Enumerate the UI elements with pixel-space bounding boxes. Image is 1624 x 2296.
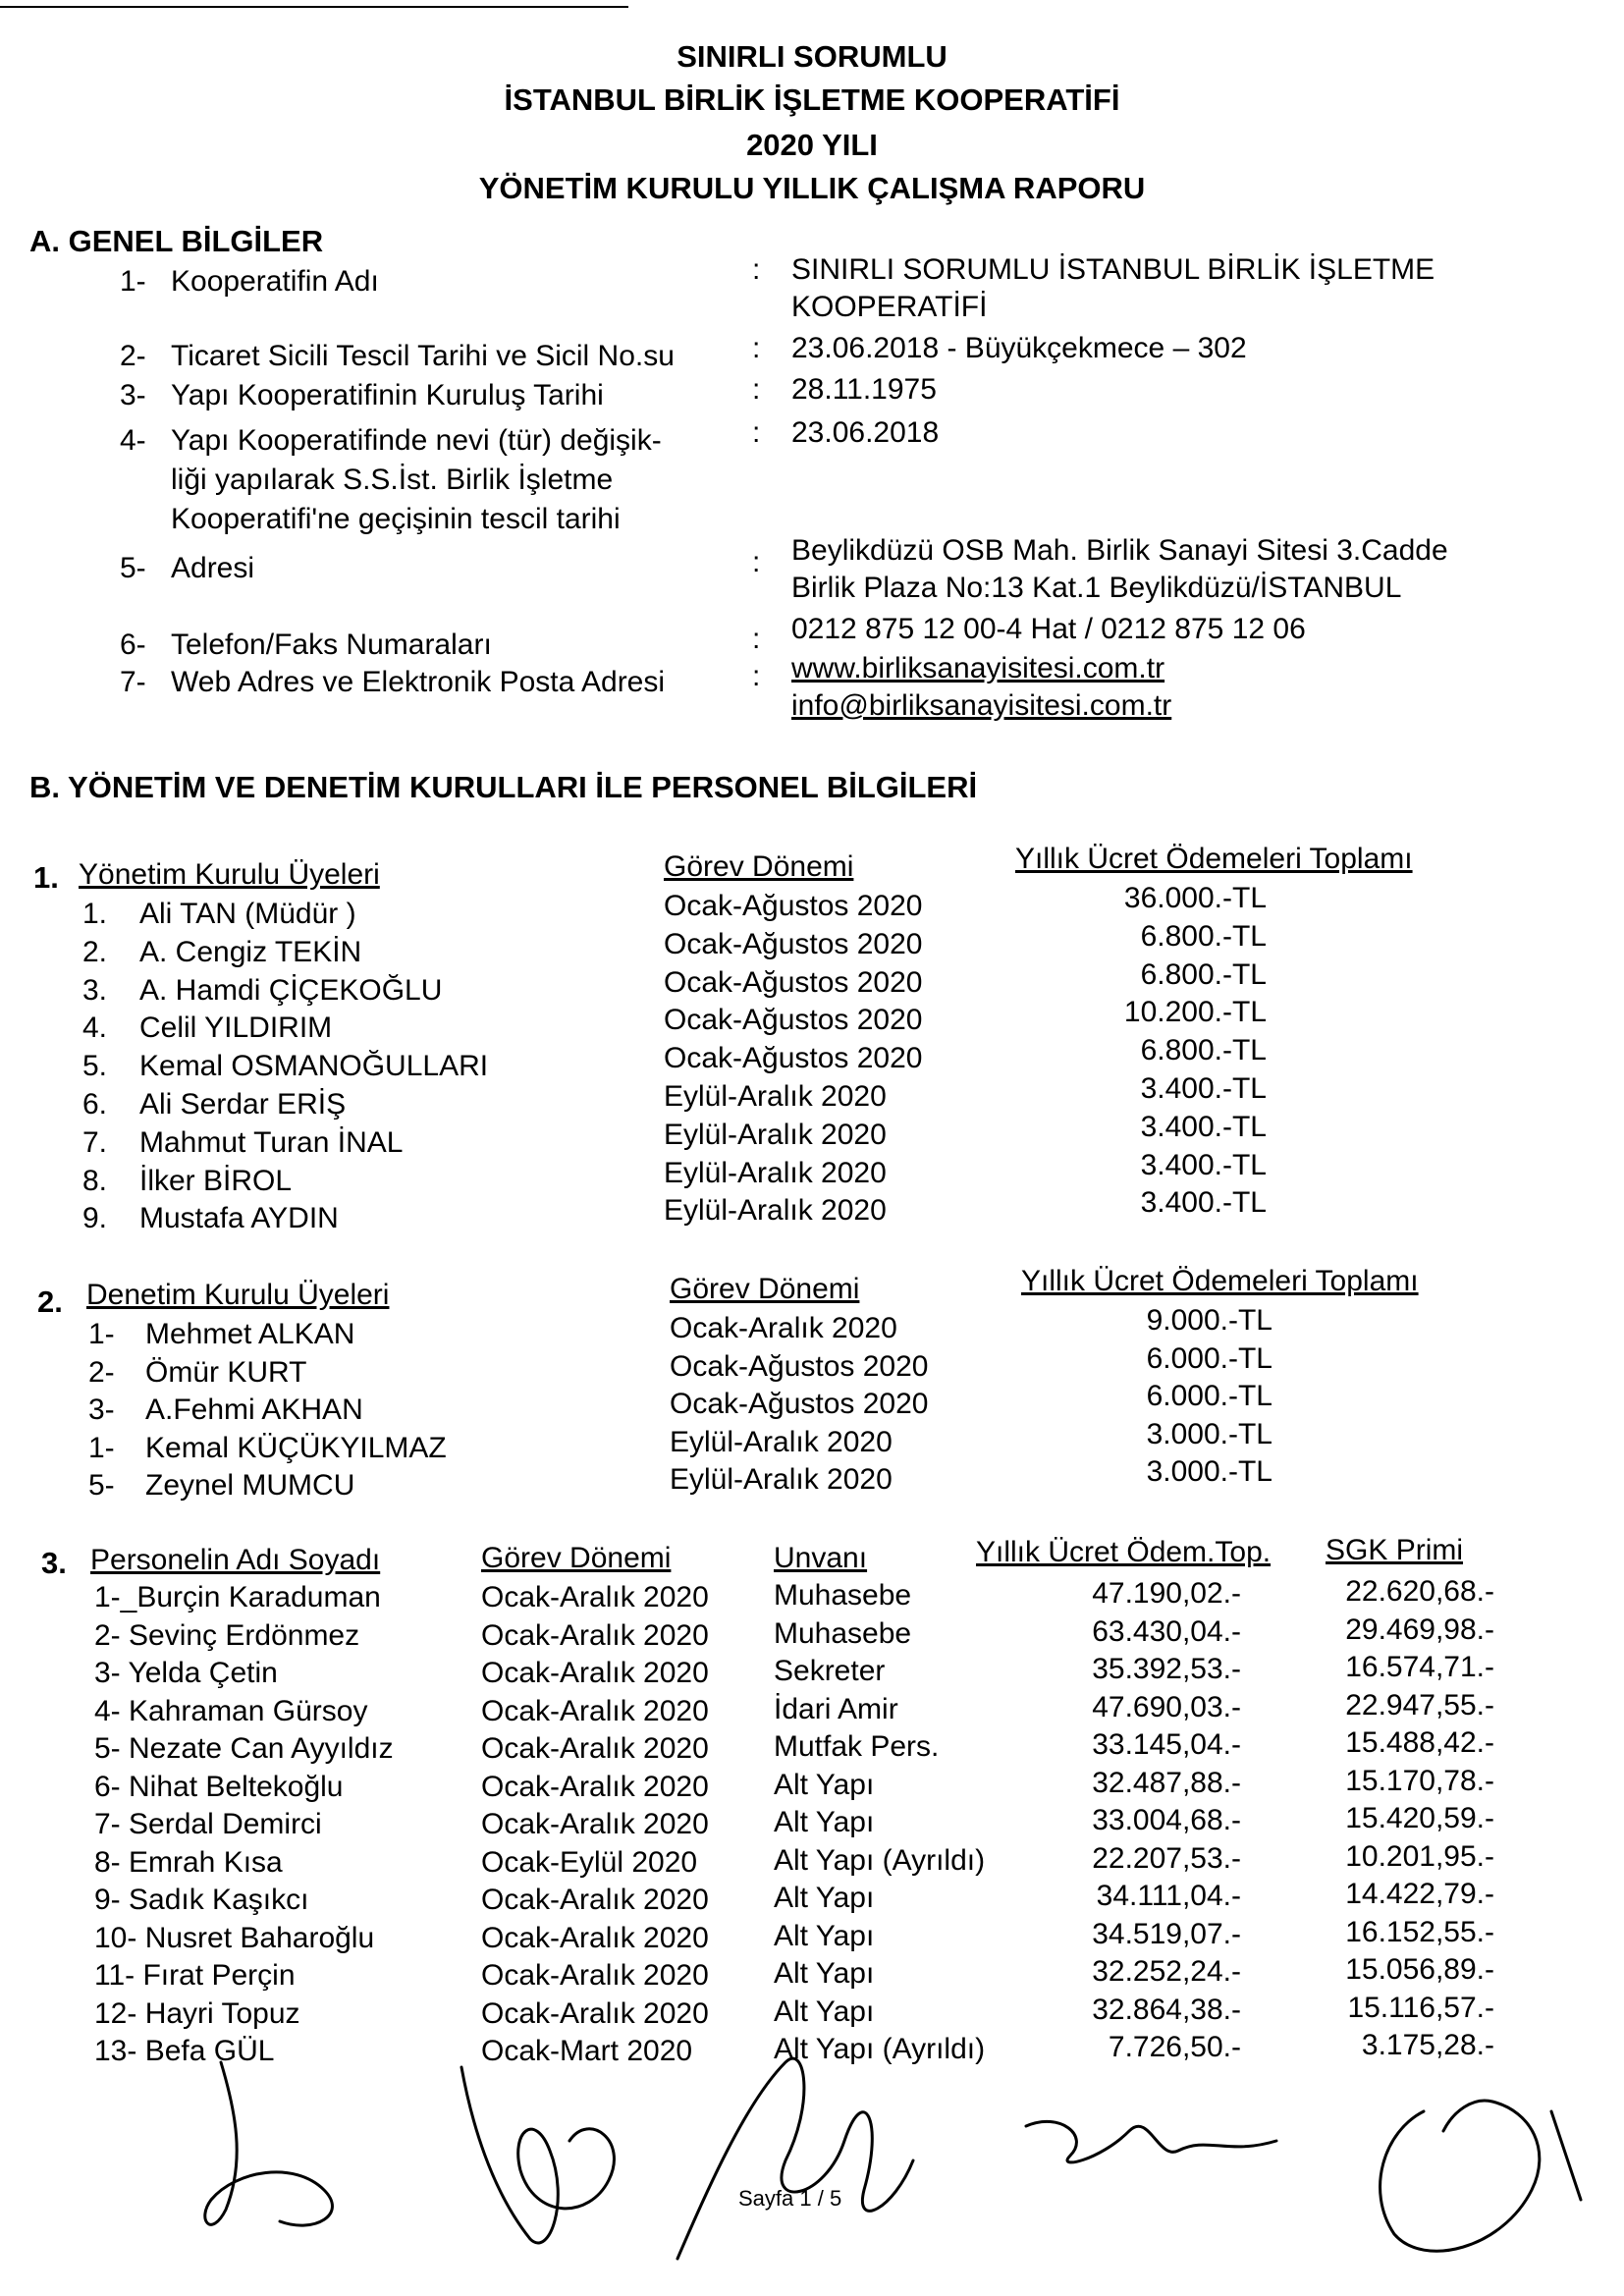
member-period: Eylül-Aralık 2020 [664, 1119, 887, 1151]
staff-sgk: 15.056,89.- [1345, 1953, 1494, 1986]
staff-title: Alt Yapı [774, 1806, 875, 1838]
staff-header-name: Personelin Adı Soyadı [90, 1544, 381, 1576]
row-number: 1- [88, 1432, 115, 1464]
member-pay: 3.000.-TL [1146, 1455, 1272, 1488]
member-period: Ocak-Ağustos 2020 [664, 1004, 923, 1036]
row-number: 5- [88, 1469, 115, 1502]
staff-title: Sekreter [774, 1655, 886, 1687]
signature-5 [1380, 2101, 1540, 2251]
staff-name: 3- Yelda Çetin [94, 1657, 278, 1689]
staff-period: Ocak-Aralık 2020 [481, 1922, 709, 1954]
staff-pay: 32.487,88.- [1092, 1767, 1241, 1799]
staff-sgk: 10.201,95.- [1345, 1840, 1494, 1873]
item-separator: : [752, 546, 761, 578]
staff-name: 9- Sadık Kaşıkcı [94, 1884, 309, 1916]
audit-header-pay: Yıllık Ücret Ödemeleri Toplamı [1021, 1265, 1419, 1297]
signature-4 [1026, 2121, 1276, 2161]
signature-3 [677, 2058, 913, 2259]
member-pay: 3.000.-TL [1146, 1418, 1272, 1450]
item-separator: : [752, 332, 761, 364]
staff-name: 12- Hayri Topuz [94, 1997, 300, 2030]
row-number: 1. [82, 898, 108, 930]
member-name: Kemal KÜÇÜKYILMAZ [145, 1432, 447, 1464]
staff-pay: 34.111,04.- [1096, 1880, 1241, 1912]
member-period: Ocak-Aralık 2020 [670, 1312, 897, 1344]
member-pay: 3.400.-TL [1140, 1072, 1267, 1105]
member-period: Eylül-Aralık 2020 [670, 1463, 893, 1496]
staff-pay: 22.207,53.- [1092, 1842, 1241, 1875]
staff-pay: 33.145,04.- [1092, 1728, 1241, 1761]
staff-name: 5- Nezate Can Ayyıldız [94, 1732, 394, 1765]
signature-2 [461, 2067, 614, 2243]
staff-period: Ocak-Aralık 2020 [481, 1884, 709, 1916]
item-value: Beylikdüzü OSB Mah. Birlik Sanayi Sitesi 3.Cadde [791, 534, 1448, 567]
item-label: Yapı Kooperatifinde nevi (tür) değişik- [171, 424, 662, 457]
page-number: Sayfa 1 / 5 [738, 2186, 842, 2211]
item-label: Telefon/Faks Numaraları [171, 629, 492, 661]
staff-name: 1-_Burçin Karaduman [94, 1581, 381, 1613]
member-period: Ocak-Ağustos 2020 [664, 928, 923, 960]
member-name: Ali TAN (Müdür ) [139, 898, 356, 930]
staff-title: Alt Yapı [774, 1769, 875, 1801]
staff-name: 13- Befa GÜL [94, 2035, 275, 2067]
staff-sgk: 16.574,71.- [1345, 1651, 1494, 1683]
item-value-2: KOOPERATİFİ [791, 291, 988, 323]
staff-sgk: 22.620,68.- [1345, 1575, 1494, 1608]
header-line-3: 2020 YILI [746, 128, 878, 162]
member-name: Celil YILDIRIM [139, 1011, 333, 1044]
header-line-2: İSTANBUL BİRLİK İŞLETME KOOPERATİFİ [504, 82, 1120, 117]
row-number: 3- [88, 1394, 115, 1426]
staff-name: 11- Fırat Perçin [94, 1959, 296, 1992]
member-period: Ocak-Ağustos 2020 [670, 1350, 929, 1383]
staff-sgk: 29.469,98.- [1345, 1613, 1494, 1646]
staff-title: Alt Yapı (Ayrıldı) [774, 1844, 986, 1877]
item-number: 3- [120, 379, 146, 411]
section-b-title: B. YÖNETİM VE DENETİM KURULLARI İLE PERSONEL BİLGİLERİ [29, 770, 978, 804]
item-label: Ticaret Sicili Tescil Tarihi ve Sicil No.su [171, 340, 675, 372]
row-number: 2- [88, 1356, 115, 1389]
member-name: İlker BİROL [139, 1165, 293, 1197]
member-pay: 3.400.-TL [1140, 1149, 1267, 1181]
staff-period: Ocak-Aralık 2020 [481, 1695, 709, 1727]
staff-name: 8- Emrah Kısa [94, 1846, 283, 1879]
member-period: Eylül-Aralık 2020 [670, 1426, 893, 1458]
staff-pay: 47.690,03.- [1092, 1691, 1241, 1723]
member-name: Ömür KURT [145, 1356, 307, 1389]
staff-sgk: 3.175,28.- [1361, 2029, 1494, 2061]
item-label: Kooperatifin Adı [171, 265, 379, 298]
item-separator: : [752, 373, 761, 406]
staff-title: Alt Yapı [774, 1882, 875, 1914]
member-period: Ocak-Ağustos 2020 [664, 890, 923, 922]
staff-name: 6- Nihat Beltekoğlu [94, 1771, 344, 1803]
row-number: 5. [82, 1050, 108, 1082]
signature-1 [205, 2062, 333, 2225]
item-value: 28.11.1975 [791, 373, 937, 406]
member-name: A. Cengiz TEKİN [139, 936, 362, 968]
staff-sgk: 14.422,79.- [1345, 1878, 1494, 1910]
item-value-2: Birlik Plaza No:13 Kat.1 Beylikdüzü/İSTANBUL [791, 572, 1402, 604]
staff-title: İdari Amir [774, 1693, 898, 1725]
member-pay: 10.200.-TL [1123, 996, 1267, 1028]
item-label-3: Kooperatifi'ne geçişinin tescil tarihi [171, 503, 621, 535]
staff-name: 2- Sevinç Erdönmez [94, 1619, 360, 1652]
row-number: 2. [82, 936, 108, 968]
audit-section-number: 2. [37, 1285, 63, 1319]
member-name: Ali Serdar ERİŞ [139, 1088, 347, 1121]
item-number: 4- [120, 424, 146, 457]
staff-period: Ocak-Aralık 2020 [481, 1771, 709, 1803]
item-number: 2- [120, 340, 146, 372]
item-label: Yapı Kooperatifinin Kuruluş Tarihi [171, 379, 604, 411]
staff-title: Alt Yapı [774, 1995, 875, 2028]
staff-sgk: 22.947,55.- [1345, 1689, 1494, 1722]
item-number: 7- [120, 666, 146, 698]
item-separator: : [752, 660, 761, 692]
staff-title: Muhasebe [774, 1617, 912, 1650]
email-link[interactable]: info@birliksanayisitesi.com.tr [791, 689, 1172, 722]
member-period: Ocak-Ağustos 2020 [670, 1388, 929, 1420]
staff-period: Ocak-Aralık 2020 [481, 1997, 709, 2030]
board-header-period: Görev Dönemi [664, 850, 854, 883]
member-period: Eylül-Aralık 2020 [664, 1157, 887, 1189]
staff-pay: 7.726,50.- [1108, 2031, 1241, 2063]
staff-period: Ocak-Aralık 2020 [481, 1959, 709, 1992]
staff-sgk: 16.152,55.- [1345, 1916, 1494, 1948]
staff-header-sgk: SGK Primi [1326, 1534, 1464, 1566]
member-period: Eylül-Aralık 2020 [664, 1194, 887, 1227]
member-period: Eylül-Aralık 2020 [664, 1080, 887, 1113]
staff-period: Ocak-Aralık 2020 [481, 1619, 709, 1652]
item-number: 5- [120, 552, 146, 584]
row-number: 1- [88, 1318, 115, 1350]
staff-header-pay: Yıllık Ücret Ödem.Top. [976, 1536, 1272, 1568]
staff-name: 4- Kahraman Gürsoy [94, 1695, 368, 1727]
board-header-pay: Yıllık Ücret Ödemeleri Toplamı [1015, 843, 1413, 875]
item-value: 23.06.2018 [791, 416, 940, 449]
staff-name: 7- Serdal Demirci [94, 1808, 322, 1840]
staff-pay: 47.190,02.- [1092, 1577, 1241, 1610]
member-name: Zeynel MUMCU [145, 1469, 355, 1502]
staff-title: Alt Yapı [774, 1920, 875, 1952]
member-pay: 6.800.-TL [1140, 920, 1267, 953]
staff-name: 10- Nusret Baharoğlu [94, 1922, 375, 1954]
staff-section-number: 3. [41, 1546, 67, 1580]
member-pay: 6.800.-TL [1140, 1034, 1267, 1066]
section-a-title: A. GENEL BİLGİLER [29, 224, 324, 258]
member-name: Mustafa AYDIN [139, 1202, 339, 1234]
staff-header-title: Unvanı [774, 1542, 868, 1574]
staff-period: Ocak-Aralık 2020 [481, 1732, 709, 1765]
staff-title: Alt Yapı (Ayrıldı) [774, 2033, 986, 2065]
member-name: A.Fehmi AKHAN [145, 1394, 363, 1426]
member-period: Ocak-Ağustos 2020 [664, 1042, 923, 1074]
staff-sgk: 15.420,59.- [1345, 1802, 1494, 1834]
staff-sgk: 15.116,57.- [1347, 1992, 1494, 2024]
member-name: Kemal OSMANOĞULLARI [139, 1050, 489, 1082]
staff-period: Ocak-Eylül 2020 [481, 1846, 698, 1879]
member-pay: 36.000.-TL [1123, 882, 1267, 914]
member-pay: 6.800.-TL [1140, 958, 1267, 991]
staff-period: Ocak-Mart 2020 [481, 2035, 693, 2067]
staff-pay: 32.252,24.- [1092, 1955, 1241, 1988]
staff-title: Mutfak Pers. [774, 1730, 940, 1763]
audit-header-period: Görev Dönemi [670, 1273, 860, 1305]
staff-title: Muhasebe [774, 1579, 912, 1612]
board-section-number: 1. [33, 860, 59, 895]
item-value: SINIRLI SORUMLU İSTANBUL BİRLİK İŞLETME [791, 253, 1435, 286]
row-number: 6. [82, 1088, 108, 1121]
item-separator: : [752, 623, 761, 655]
member-pay: 6.000.-TL [1146, 1342, 1272, 1375]
item-label: Web Adres ve Elektronik Posta Adresi [171, 666, 666, 698]
board-header-name: Yönetim Kurulu Üyeleri [79, 858, 380, 891]
row-number: 3. [82, 974, 108, 1007]
staff-sgk: 15.170,78.- [1345, 1765, 1494, 1797]
item-label-2: liği yapılarak S.S.İst. Birlik İşletme [171, 464, 614, 496]
item-separator: : [752, 416, 761, 449]
staff-pay: 35.392,53.- [1092, 1653, 1241, 1685]
member-pay: 9.000.-TL [1146, 1304, 1272, 1337]
staff-pay: 33.004,68.- [1092, 1804, 1241, 1836]
member-pay: 6.000.-TL [1146, 1380, 1272, 1412]
item-value: 0212 875 12 00-4 Hat / 0212 875 12 06 [791, 613, 1306, 645]
item-separator: : [752, 253, 761, 286]
item-label: Adresi [171, 552, 255, 584]
member-pay: 3.400.-TL [1140, 1186, 1267, 1219]
staff-title: Alt Yapı [774, 1957, 875, 1990]
member-name: Mahmut Turan İNAL [139, 1126, 404, 1159]
item-number: 6- [120, 629, 146, 661]
staff-pay: 63.430,04.- [1092, 1615, 1241, 1648]
staff-period: Ocak-Aralık 2020 [481, 1657, 709, 1689]
member-period: Ocak-Ağustos 2020 [664, 966, 923, 999]
staff-sgk: 15.488,42.- [1345, 1726, 1494, 1759]
website-link[interactable]: www.birliksanayisitesi.com.tr [791, 652, 1165, 684]
staff-period: Ocak-Aralık 2020 [481, 1581, 709, 1613]
member-pay: 3.400.-TL [1140, 1111, 1267, 1143]
row-number: 9. [82, 1202, 108, 1234]
signature-6 [1551, 2111, 1581, 2200]
row-number: 7. [82, 1126, 108, 1159]
item-number: 1- [120, 265, 146, 298]
audit-header-name: Denetim Kurulu Üyeleri [86, 1279, 390, 1311]
staff-header-period: Görev Dönemi [481, 1542, 672, 1574]
staff-pay: 32.864,38.- [1092, 1994, 1241, 2026]
header-line-1: SINIRLI SORUMLU [677, 39, 947, 74]
row-number: 4. [82, 1011, 108, 1044]
member-name: Mehmet ALKAN [145, 1318, 355, 1350]
staff-period: Ocak-Aralık 2020 [481, 1808, 709, 1840]
header-line-4: YÖNETİM KURULU YILLIK ÇALIŞMA RAPORU [478, 171, 1146, 205]
member-name: A. Hamdi ÇİÇEKOĞLU [139, 974, 443, 1007]
staff-pay: 34.519,07.- [1092, 1918, 1241, 1950]
row-number: 8. [82, 1165, 108, 1197]
item-value: 23.06.2018 - Büyükçekmece – 302 [791, 332, 1247, 364]
